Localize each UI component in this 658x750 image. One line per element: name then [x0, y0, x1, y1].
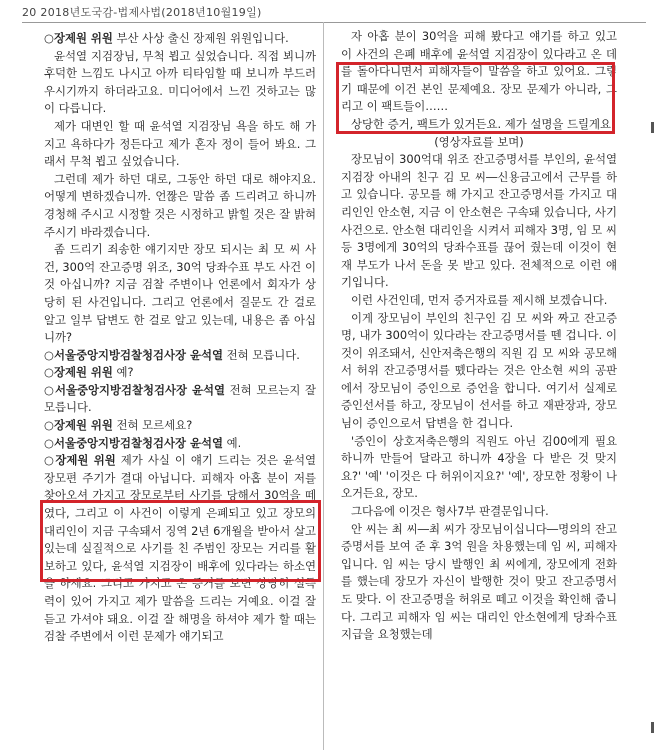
remark-text: 부산 사상 출신 장제원 위원입니다.: [116, 31, 289, 45]
stage-direction: (영상자료를 보며): [434, 134, 524, 149]
paragraph: 윤석열 지검장님, 무척 뵙고 싶었습니다. 직접 뵈니까 후덕한 느낌도 나시고 아까 티타임할 때 보니까 부드러우시기까지 하더라고요. 미디어에서 느낀 것하고는 많이 다릅니다.: [44, 48, 316, 116]
paragraph: '증인이 상호저축은행의 직원도 아닌 김00에게 필요하니까 만들어 달라고 하니까 4장을 다 받은 것 맞지요?' '예' '이것은 다 허위이지요?' '예', 장모한 정황이 나오거든요, 장모.: [341, 433, 617, 501]
margin-bracket-top: [651, 122, 654, 133]
speaker-name: ○서울중앙지방검찰청검사장 윤석열: [44, 382, 226, 397]
speaker-remark: [44, 347, 316, 365]
paragraph: 그다음에 이것은 형사7부 판결문입니다.: [351, 504, 549, 519]
page-header: 20 2018년도국감-법제사법(2018년10월19일): [22, 6, 262, 19]
speaker-remark: [44, 364, 316, 382]
paragraph: 안 씨는 최 씨―최 씨가 장모님이십니다―명의의 잔고증명서를 보여 준 후 3억 원을 차용했는데 임 씨, 피해자입니다. 임 씨는 당시 발행인 최 씨에게, 장모에게 전화를 했는데 장모가 자신이 발행한 것이 맞고 잔고증명서도 맞다. 이 잔고증명을 허위로 떼고 이것을 확인해 줍니다. 그리고 피해자 임 씨는 대리인 안소현에게 당좌수표 지급을 요청했는데: [341, 521, 617, 642]
right-column: [341, 28, 617, 644]
margin-bracket-bottom: [651, 722, 654, 733]
speaker-name: ○서울중앙지방검찰청검사장 윤석열: [44, 435, 223, 450]
speaker-name: ○서울중앙지방검찰청검사장 윤석열: [44, 347, 223, 362]
remark-text: 예?: [116, 365, 134, 380]
paragraph: 이게 장모님이 부인의 친구인 김 모 씨와 짜고 잔고증명, 내가 300억이 있다라는 잔고증명서를 뗀 겁니다. 이것이 위조돼서, 신안저축은행의 직원 김 모 씨와 공모해서 허위 잔고증명서를 뗐다라는 것은 안소현 씨의 공판에서 장모님이 증인으로 증언을 합니다. 여기서 실제로 증인선서를 하고, 장모님이 선서를 하고 재판장과, 장모님이 증인으로서 답변을 한 겁니다.: [341, 310, 617, 431]
speaker-remark: [44, 30, 316, 48]
left-column: [44, 30, 316, 646]
speaker-remark: [44, 417, 316, 435]
remark-text: 전혀 모르세요?: [116, 418, 193, 433]
paragraph: 이런 사건인데, 먼저 증거자료를 제시해 보겠습니다.: [351, 292, 608, 307]
speaker-remark: [44, 452, 316, 646]
paragraph: 좀 드리기 죄송한 얘기지만 장모 되시는 최 모 씨 사건, 300억 잔고증명 위조, 30억 당좌수표 부도 사건 이것 아십니까? 지금 검찰 주변이나 언론에서 회자가 상당히 된 사건입니다. 그리고 언론에서 질문도 간 걸로 알고 일부 답변도 한 걸로 알고 있는데, 내용은 좀 아십니까?: [44, 242, 316, 345]
remark-text: 전혀 모릅니다.: [226, 347, 300, 362]
paragraph: 제가 대변인 할 때 윤석열 지검장님 욕을 하도 해 가지고 욕하다가 정든다고 제가 혼자 정이 들어 봐요. 그래서 무척 뵙고 싶었습니다.: [44, 118, 316, 169]
speaker-name: ○장제원 위원: [44, 418, 113, 433]
paragraph: 그런데 제가 하던 대로, 그동안 하던 대로 해야지요. 어떻게 변하겠습니까. 언짢은 말씀 좀 드리려고 하니까 경청해 주시고 시정할 것은 시정하고 밝힐 것은 잘 밝혀 주시기 바라겠습니다.: [44, 171, 316, 239]
speaker-name: ○장제원 위원: [44, 453, 116, 468]
header-rule: [22, 22, 646, 23]
column-divider: [323, 22, 324, 750]
remark-text: 제가 사실 이 얘기 드리는 것은 윤석열 장모편 주기가 결대 아닙니다. 피해자 아홉 분이 저를 찾아오셔 가지고 장모로부터 사기를 당해서 30억을 떼였다, 그리고 이 사건이 이렇게 은폐되고 있고 장모의 대리인이 지금 구속돼서 징역 2년 6개월을 받아서 살고 있는데 실질적으로 사기를 친 주범인 장모는 거리를 활보하고 있다, 윤석열 지검장이 배후에 있다라는 하소연을 하세요. 그리고 가지고 온 증거를 보면 상당히 설득력이 있어 가지고 제가 말씀을 드리는 거예요. 이걸 잘 듣고 가셔야 돼요. 이걸 잘 해명을 하셔야 제가 할 때는 검찰 주변에서 이런 문제가 얘기되고: [44, 453, 317, 644]
paragraph: 장모님이 300억대 위조 잔고증명서를 부인의, 윤석열 지검장 아내의 친구 김 모 씨―신용금고에서 근무를 하고 있습니다. 공모를 해 가지고 잔고증명서를 가지고 대리인인 안소현, 지금 이 안소현은 구속돼 있습니다, 사기사건으로. 안소현 대리인을 시켜서 피해자 3명, 임 모 씨 등 3명에게 30억의 당좌수표를 끊어 줬는데 이것이 현재 부도가 나서 돈을 못 받고 있다. 전체적으로 이런 얘기입니다.: [341, 152, 617, 290]
remark-text: 전혀 모르는지 잘 모릅니다.: [44, 382, 316, 415]
speaker-name: ○장제원 위원: [44, 31, 113, 45]
paragraph: 상당한 증거, 팩트가 있거든요. 제가 설명을 드릴게요.: [351, 116, 615, 131]
speaker-name: ○장제원 위원: [44, 365, 113, 380]
remark-text: 예.: [226, 435, 242, 450]
speaker-remark: [44, 382, 316, 417]
paragraph: 자 아홉 분이 30억을 피해 봤다고 얘기를 하고 있고 이 사건의 은폐 배후에 윤석열 지검장이 있다라고 온 데를 돌아다니면서 피해자들이 말씀을 하고 있어요. 그렇기 때문에 이건 본인 문제예요. 장모 문제가 아니라, 그리고 이 팩트들이……: [341, 29, 617, 114]
speaker-remark: [44, 435, 316, 453]
